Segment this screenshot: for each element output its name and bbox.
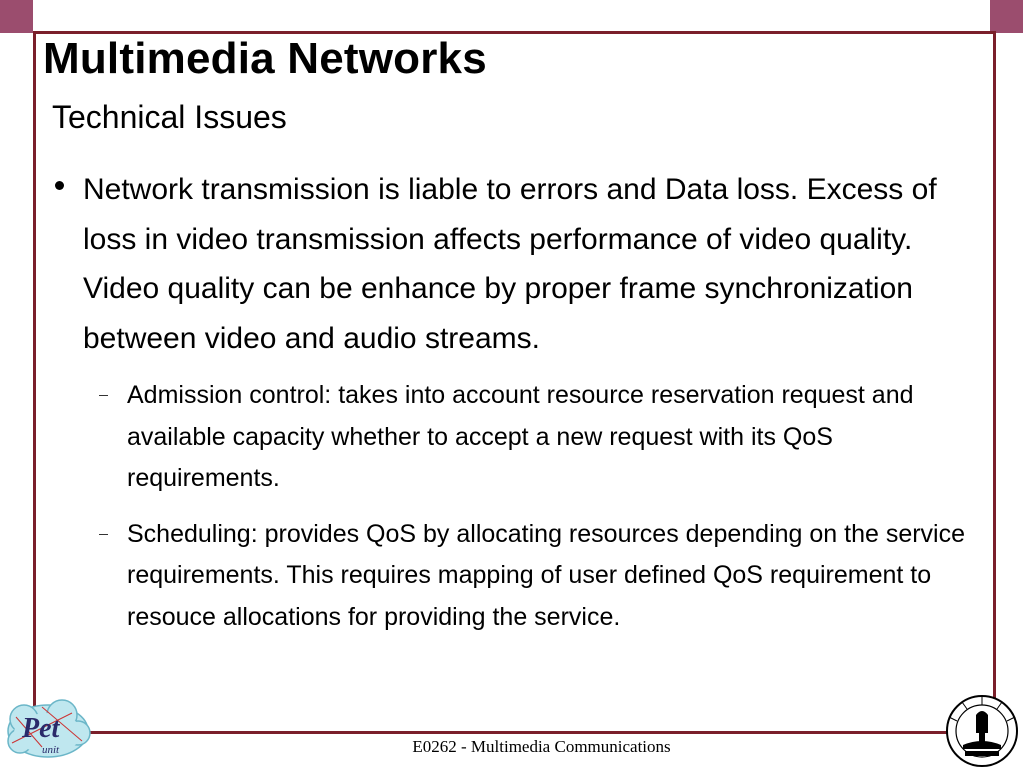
sub-item-admission-control bbox=[127, 375, 987, 500]
logo-text: Pet bbox=[22, 713, 60, 744]
bullet-text: Network transmission is liable to errors and Data loss. Excess of loss in video transmission affects performance of video quality. Video quality can be enhance by proper frame synchronization between video and audio streams. bbox=[83, 173, 937, 355]
dash-icon bbox=[99, 395, 108, 396]
slide-footer: E0262 - Multimedia Communications bbox=[412, 737, 671, 756]
sub-item-text: Scheduling: provides QoS by allocating resources depending on the service requirements. This requires mapping of user defined QoS requirement to resouce allocations for providing the service. bbox=[127, 519, 966, 631]
slide-title: Multimedia Networks bbox=[43, 34, 487, 83]
logo-subtext: unit bbox=[42, 744, 60, 756]
slide-subtitle: Technical Issues bbox=[52, 99, 287, 135]
sub-item-text: Admission control: takes into account resource reservation request and available capacity whether to accept a new request with its QoS requirements. bbox=[127, 381, 914, 492]
corner-accent-right bbox=[990, 0, 1023, 33]
slide-content bbox=[52, 165, 987, 638]
bullet-dot-icon bbox=[55, 181, 64, 190]
bullet-item bbox=[52, 165, 987, 363]
seal-lamp bbox=[976, 711, 988, 733]
pet-unit-logo bbox=[2, 693, 94, 765]
corner-accent-left bbox=[0, 0, 33, 33]
sub-item-scheduling bbox=[127, 514, 987, 639]
institute-seal-logo bbox=[943, 693, 1021, 767]
dash-icon bbox=[99, 534, 108, 535]
